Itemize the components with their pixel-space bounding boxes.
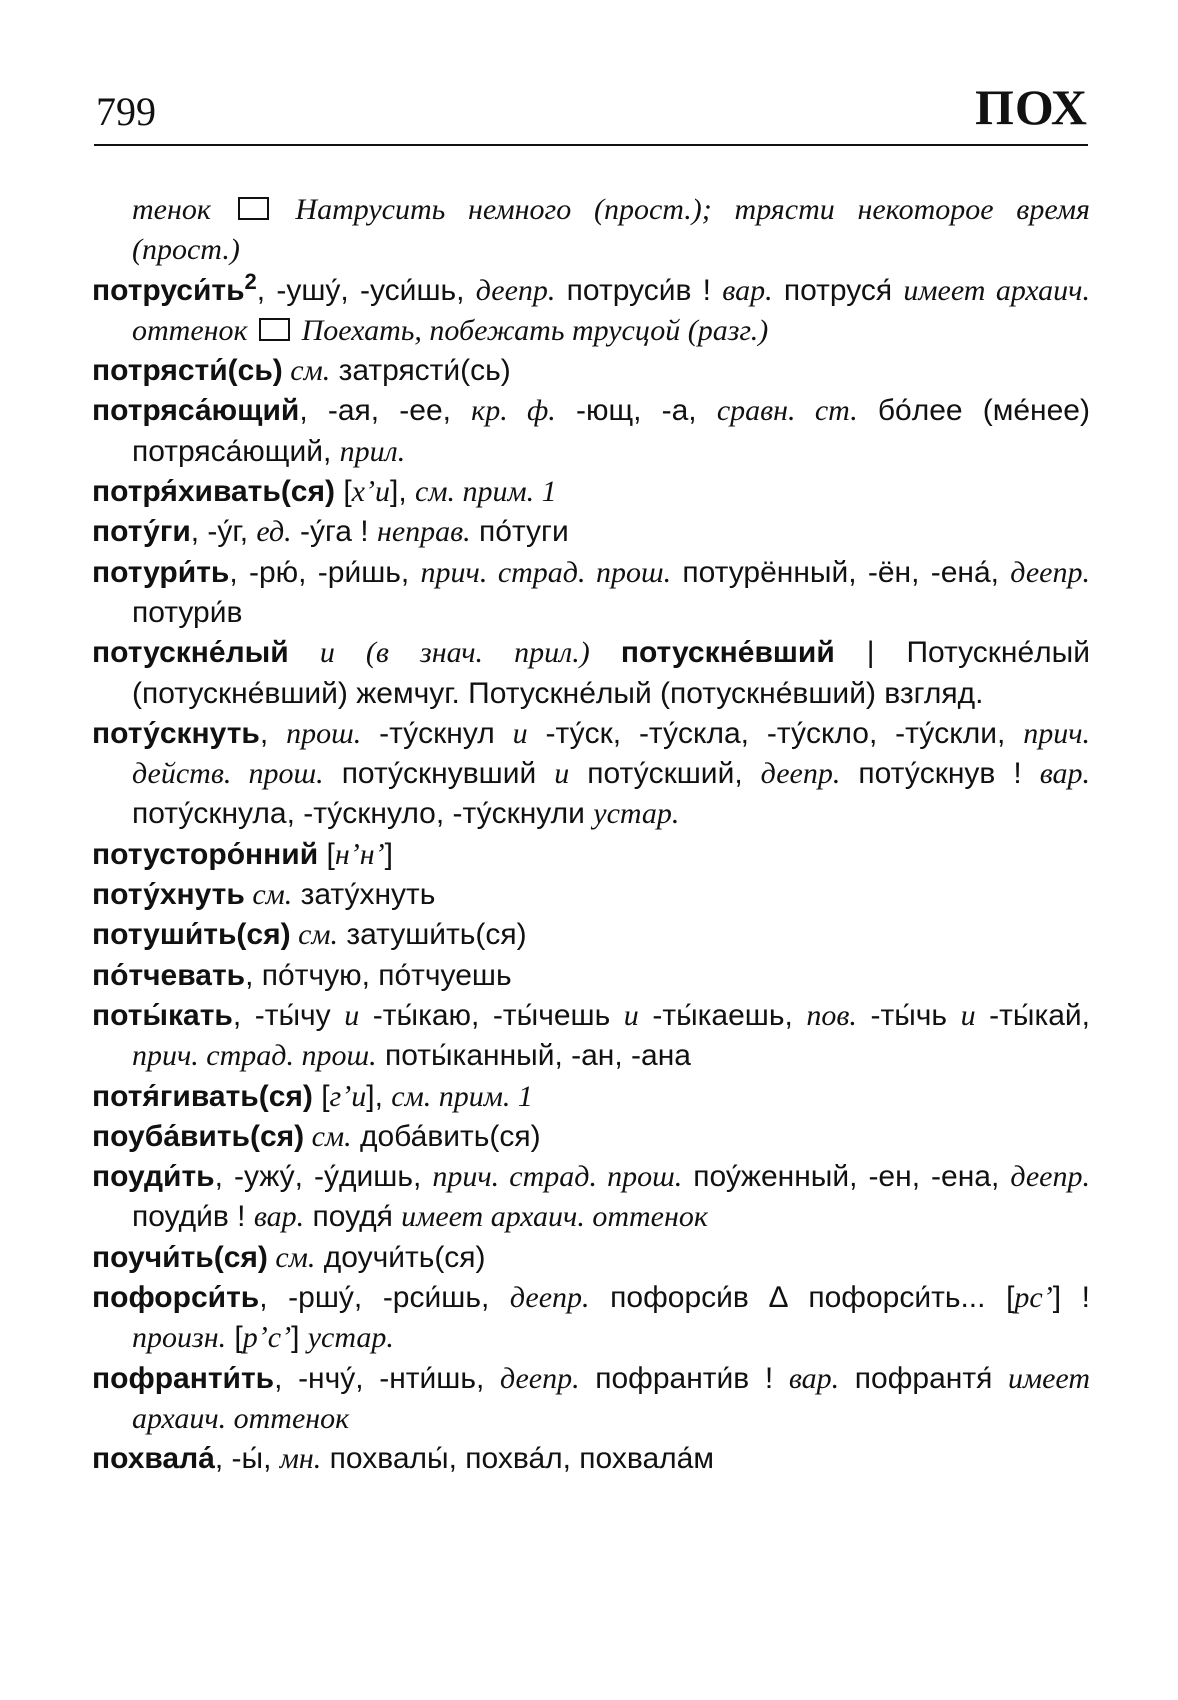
entry-text: затуши́ть(ся) xyxy=(338,918,527,952)
entry-text: -ты́каешь, xyxy=(638,998,807,1032)
grammar-note: и xyxy=(512,716,528,750)
dictionary-entry xyxy=(92,391,1090,472)
dictionary-entry xyxy=(92,1117,1090,1157)
grammar-note: неправ. xyxy=(376,515,471,549)
dictionary-entry xyxy=(92,714,1090,835)
grammar-note: тенок xyxy=(132,193,234,226)
entry-text: поту́скнув ! xyxy=(840,757,1040,791)
entry-text: [ xyxy=(335,475,352,509)
grammar-note: прич. страд. прош. xyxy=(420,555,672,589)
dictionary-entry xyxy=(92,1359,1090,1440)
entry-text: доба́вить(ся) xyxy=(351,1119,541,1153)
grammar-note: деепр. xyxy=(509,1281,590,1315)
grammar-note: прил. xyxy=(339,434,406,468)
dictionary-entry xyxy=(92,1278,1090,1359)
entry-text: -ту́скнул xyxy=(361,716,513,750)
grammar-note: см. xyxy=(282,354,331,388)
grammar-note: см. xyxy=(304,1119,352,1153)
dictionary-entry xyxy=(92,1238,1090,1278)
grammar-note: прич. страд. прош. xyxy=(132,1039,377,1073)
entry-text: -ты́кай, xyxy=(975,998,1091,1032)
dictionary-entry xyxy=(92,268,1090,352)
grammar-note: и xyxy=(344,998,360,1032)
entry-text: , по́тчую, по́тчуешь xyxy=(245,958,512,992)
entry-text: потруся́ xyxy=(772,273,904,307)
entry-text: бо́лее (ме́нее) потряса́ющий, xyxy=(132,394,1090,468)
entry-text: поты́канный, -ан, -ана xyxy=(376,1039,691,1073)
headword: потрясти́(сь) xyxy=(92,354,283,388)
entry-text: по́туги xyxy=(470,515,569,549)
grammar-note: и xyxy=(623,998,639,1032)
headword: потряса́ющий xyxy=(92,394,300,428)
grammar-note: кр. ф. xyxy=(471,394,556,428)
grammar-note: рʼсʼ xyxy=(242,1321,292,1355)
entry-text: , -ршу́, -рси́шь, xyxy=(259,1281,510,1315)
entry-text: ] xyxy=(291,1321,308,1355)
entry-text: потури́в xyxy=(132,595,243,629)
entry-text: пофрантя́ xyxy=(839,1361,1008,1395)
dictionary-entry xyxy=(92,996,1090,1077)
grammar-note: см. xyxy=(244,878,293,912)
grammar-note: вар. xyxy=(253,1200,305,1234)
dictionary-entry xyxy=(92,1157,1090,1238)
headword: пофранти́ть xyxy=(92,1361,275,1395)
grammar-note: деепр. xyxy=(760,757,841,791)
dictionary-entry xyxy=(92,553,1090,634)
entry-text: -ты́каю, -ты́чешь xyxy=(359,998,624,1032)
dictionary-entry xyxy=(92,835,1090,875)
dictionary-entry xyxy=(92,351,1090,391)
grammar-note: и (в знач. прил.) xyxy=(288,636,621,670)
entry-text: -ющ, -а, xyxy=(555,394,717,428)
entry-text: , xyxy=(259,716,287,750)
headword: поучи́ть(ся) xyxy=(92,1240,268,1274)
entry-text: [ xyxy=(318,837,335,871)
entry-text: [ xyxy=(226,1321,243,1355)
grammar-note: см. xyxy=(267,1240,316,1274)
grammar-note: устар. xyxy=(307,1321,394,1355)
entry-text: , -нчу́, -нти́шь, xyxy=(274,1361,500,1395)
entry-text: поту́скнувший xyxy=(323,757,555,791)
dictionary-entry xyxy=(92,915,1090,955)
headword: потури́ть xyxy=(92,555,230,589)
entry-text: ] ! xyxy=(1052,1281,1090,1315)
grammar-note: см. прим. 1 xyxy=(415,475,557,509)
grammar-note: деепр. xyxy=(475,273,556,307)
superscript-index: 2 xyxy=(244,268,257,294)
meaning-box-icon xyxy=(259,318,290,341)
entry-text: [ xyxy=(312,1079,330,1113)
entry-text: потруси́в ! xyxy=(555,273,723,307)
entry-text: -у́га ! xyxy=(291,515,377,549)
dictionary-entries xyxy=(92,190,1090,1480)
grammar-note: устар. xyxy=(593,797,680,831)
grammar-note: нʼнʼ xyxy=(334,837,385,871)
headword: потя́гивать(ся) xyxy=(92,1079,313,1113)
headword: поту́ги xyxy=(92,515,191,549)
headword: пофорси́ть xyxy=(92,1281,260,1315)
entry-text: пофранти́в ! xyxy=(579,1361,789,1395)
grammar-note: ед. xyxy=(256,515,292,549)
entry-text: поту́скший, xyxy=(569,757,761,791)
entry-text: , -ушу́, -уси́шь, xyxy=(256,273,476,307)
headword: потря́хивать(ся) xyxy=(92,475,335,509)
grammar-note: сравн. ст. xyxy=(716,394,858,428)
grammar-note: прош. xyxy=(286,716,362,750)
entry-text: , -ты́чу xyxy=(232,998,345,1032)
headword: поту́хнуть xyxy=(92,878,245,912)
headword: потускне́вший xyxy=(620,636,835,670)
grammar-note: пов. xyxy=(806,998,857,1032)
dictionary-entry xyxy=(92,1439,1090,1479)
entry-text: | Потускне́лый (потускне́вший) жемчуг. Потускне́лый (потускне́вший) взгляд. xyxy=(132,636,1090,710)
entry-text: , -ужу́, -у́дишь, xyxy=(214,1160,433,1194)
entry-text: похвалы́, похва́л, похвала́м xyxy=(321,1442,714,1476)
guide-word: ПОХ xyxy=(975,79,1088,135)
entry-text: -ту́ск, -ту́скла, -ту́скло, -ту́скли, xyxy=(527,716,1024,750)
entry-text: поту́скнула, -ту́скнуло, -ту́скнули xyxy=(132,797,594,831)
headword: поту́скнуть xyxy=(92,716,260,750)
headword: потруси́ть xyxy=(92,273,245,307)
grammar-note: гʼи xyxy=(329,1079,367,1113)
grammar-note: вар. xyxy=(722,273,773,307)
headword: поуди́ть xyxy=(92,1160,215,1194)
dictionary-entry xyxy=(92,956,1090,996)
grammar-note: Поехать, побежать трусцой (разг.) xyxy=(294,313,769,347)
headword: потуши́ть(ся) xyxy=(92,918,291,952)
entry-text: -ты́чь xyxy=(856,998,961,1032)
dictionary-entry xyxy=(92,512,1090,552)
grammar-note: вар. xyxy=(1039,757,1091,791)
entry-text: ] xyxy=(384,837,393,871)
grammar-note: хʼи xyxy=(351,475,390,509)
grammar-note: прич. действ. прош. xyxy=(132,716,1091,791)
grammar-note: рсʼ xyxy=(1014,1281,1053,1315)
grammar-note: мн. xyxy=(279,1442,322,1476)
grammar-note: имеет архаич. оттенок xyxy=(132,273,1090,347)
entry-text: , -у́г, xyxy=(190,515,257,549)
grammar-note: см. xyxy=(290,918,339,952)
entry-text: затрясти́(сь) xyxy=(330,354,511,388)
entry-text: , -рю́, -ри́шь, xyxy=(229,555,421,589)
grammar-note: прич. страд. прош. xyxy=(432,1160,683,1194)
grammar-note: см. прим. 1 xyxy=(391,1079,533,1113)
meaning-box-icon xyxy=(238,197,269,220)
dictionary-entry xyxy=(92,472,1090,512)
grammar-note: деепр. xyxy=(499,1361,580,1395)
grammar-note: произн. xyxy=(132,1321,227,1355)
dictionary-entry xyxy=(92,1077,1090,1117)
entry-text: , -ая, -ее, xyxy=(299,394,472,428)
grammar-note: имеет архаич. оттенок xyxy=(401,1200,708,1234)
entry-text: поу́женный, -ен, -ена, xyxy=(682,1160,1011,1194)
entry-text: доучи́ть(ся) xyxy=(315,1240,486,1274)
grammar-note: вар. xyxy=(788,1361,840,1395)
dictionary-entry xyxy=(92,633,1090,714)
entry-text: поудя́ xyxy=(304,1200,402,1234)
grammar-note: деепр. xyxy=(1010,1160,1090,1194)
headword: похвала́ xyxy=(92,1442,215,1476)
entry-text: потурённый, -ён, -ена́, xyxy=(671,555,1011,589)
headword: по́тчевать xyxy=(92,958,246,992)
grammar-note: и xyxy=(554,757,570,791)
entry-text: поуди́в ! xyxy=(132,1200,254,1234)
headword: потускне́лый xyxy=(92,636,289,670)
dictionary-entry xyxy=(92,875,1090,915)
entry-text: ], xyxy=(389,475,415,509)
page-number: 799 xyxy=(96,89,156,134)
grammar-note: имеет архаич. оттенок xyxy=(132,1361,1090,1435)
headword: поты́кать xyxy=(92,998,233,1032)
grammar-note: деепр. xyxy=(1010,555,1090,589)
entry-text: ], xyxy=(366,1079,392,1113)
entry-text: пофорси́в ∆ пофорси́ть... [ xyxy=(589,1281,1015,1315)
entry-text: зату́хнуть xyxy=(292,878,436,912)
headword: поуба́вить(ся) xyxy=(92,1119,305,1153)
page-header xyxy=(94,78,1088,146)
entry-text: , -ы́, xyxy=(214,1442,280,1476)
grammar-note: Натрусить немного (прост.); трясти некоторое время (прост.) xyxy=(132,193,1090,267)
grammar-note: и xyxy=(960,998,976,1032)
entry-continuation xyxy=(92,190,1090,271)
headword: потусторо́нний xyxy=(92,837,319,871)
